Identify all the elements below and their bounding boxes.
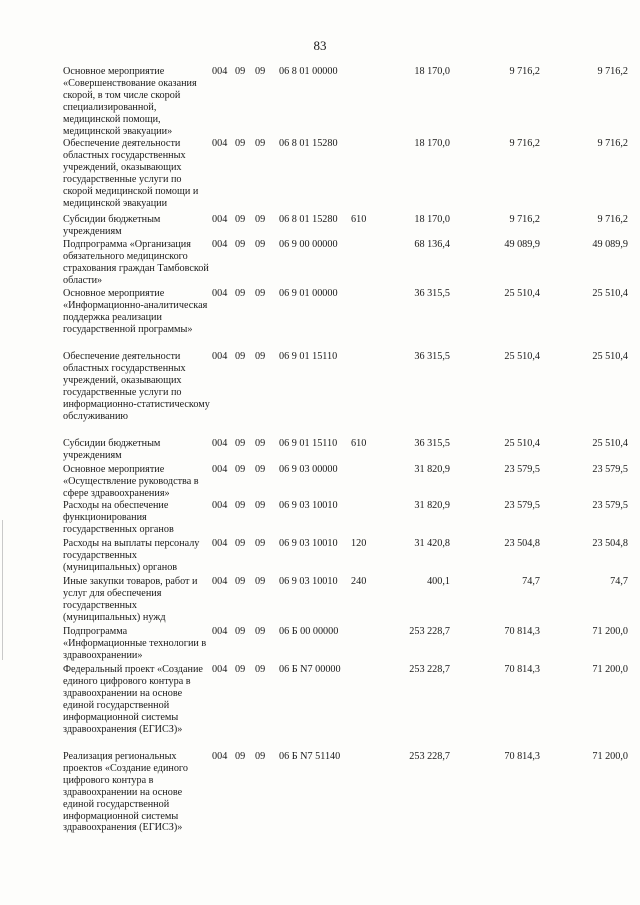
target-article-code: 06 8 01 15280 <box>279 214 338 225</box>
row-description: Иные закупки товаров, работ и услуг для обеспечения государственных (муниципальных) нужд <box>63 576 198 623</box>
subsection-code: 09 <box>255 239 266 250</box>
amount-year-1: 36 315,5 <box>414 288 450 299</box>
row-description: Основное мероприятие «Осуществление руководства в сфере здравоохранения» <box>63 464 199 499</box>
section-code: 09 <box>235 576 246 587</box>
amount-year-2: 9 716,2 <box>509 214 540 225</box>
ministry-code: 004 <box>212 576 228 587</box>
ministry-code: 004 <box>212 288 228 299</box>
subsection-code: 09 <box>255 438 266 449</box>
subsection-code: 09 <box>255 214 266 225</box>
section-code: 09 <box>235 66 246 77</box>
section-code: 09 <box>235 664 246 675</box>
ministry-code: 004 <box>212 538 228 549</box>
amount-year-1: 31 820,9 <box>414 464 450 475</box>
amount-year-1: 253 228,7 <box>409 664 450 675</box>
section-code: 09 <box>235 751 246 762</box>
section-code: 09 <box>235 438 246 449</box>
ministry-code: 004 <box>212 751 228 762</box>
amount-year-2: 25 510,4 <box>504 288 540 299</box>
amount-year-1: 18 170,0 <box>414 66 450 77</box>
expense-type-code: 240 <box>351 576 367 587</box>
amount-year-1: 253 228,7 <box>409 751 450 762</box>
target-article-code: 06 9 03 10010 <box>279 538 338 549</box>
section-code: 09 <box>235 538 246 549</box>
ministry-code: 004 <box>212 214 228 225</box>
ministry-code: 004 <box>212 626 228 637</box>
ministry-code: 004 <box>212 138 228 149</box>
page-number: 83 <box>313 38 327 53</box>
amount-year-1: 253 228,7 <box>409 626 450 637</box>
ministry-code: 004 <box>212 438 228 449</box>
subsection-code: 09 <box>255 464 266 475</box>
target-article-code: 06 8 01 00000 <box>279 66 338 77</box>
row-description: Подпрограмма «Организация обязательного медицинского страхования граждан Тамбовской области» <box>63 239 209 286</box>
table-row <box>0 664 640 736</box>
subsection-code: 09 <box>255 138 266 149</box>
row-description: Обеспечение деятельности областных государственных учреждений, оказывающих государственные услуги по информационно-статистическому обслуживанию <box>63 351 210 422</box>
target-article-code: 06 Б 00 00000 <box>279 626 339 637</box>
row-description: Субсидии бюджетным учреждениям <box>63 214 161 237</box>
amount-year-3: 9 716,2 <box>597 66 628 77</box>
amount-year-2: 23 579,5 <box>504 500 540 511</box>
amount-year-2: 70 814,3 <box>504 751 540 762</box>
row-description: Основное мероприятие «Совершенствование оказания скорой, в том числе скорой специализированной, медицинской помощи, медицинской эвакуации» <box>63 66 197 137</box>
target-article-code: 06 Б N7 00000 <box>279 664 341 675</box>
row-description: Федеральный проект «Создание единого цифрового контура в здравоохранении на основе единой государственной информационной системы здравоохранения (ЕГИСЗ)» <box>63 664 203 735</box>
subsection-code: 09 <box>255 751 266 762</box>
row-description: Расходы на обеспечение функционирования государственных органов <box>63 500 174 535</box>
amount-year-1: 31 420,8 <box>414 538 450 549</box>
amount-year-3: 23 504,8 <box>592 538 628 549</box>
amount-year-3: 71 200,0 <box>592 626 628 637</box>
table-row <box>0 66 640 138</box>
ministry-code: 004 <box>212 239 228 250</box>
amount-year-3: 23 579,5 <box>592 464 628 475</box>
amount-year-1: 36 315,5 <box>414 438 450 449</box>
row-description: Подпрограмма «Информационные технологии в здравоохранении» <box>63 626 207 661</box>
subsection-code: 09 <box>255 626 266 637</box>
section-code: 09 <box>235 464 246 475</box>
amount-year-2: 49 089,9 <box>504 239 540 250</box>
amount-year-3: 25 510,4 <box>592 288 628 299</box>
amount-year-1: 18 170,0 <box>414 138 450 149</box>
section-code: 09 <box>235 214 246 225</box>
amount-year-2: 74,7 <box>522 576 540 587</box>
target-article-code: 06 Б N7 51140 <box>279 751 341 762</box>
row-description: Основное мероприятие «Информационно-аналитическая поддержка реализации государственной программы» <box>63 288 208 335</box>
row-description: Расходы на выплаты персоналу государственных (муниципальных) органов <box>63 538 200 573</box>
expense-type-code: 120 <box>351 538 367 549</box>
section-code: 09 <box>235 626 246 637</box>
target-article-code: 06 9 01 15110 <box>279 351 338 362</box>
expense-type-code: 610 <box>351 214 367 225</box>
target-article-code: 06 9 00 00000 <box>279 239 338 250</box>
ministry-code: 004 <box>212 464 228 475</box>
amount-year-3: 25 510,4 <box>592 438 628 449</box>
amount-year-2: 9 716,2 <box>509 66 540 77</box>
section-code: 09 <box>235 500 246 511</box>
amount-year-2: 9 716,2 <box>509 138 540 149</box>
amount-year-1: 400,1 <box>427 576 450 587</box>
table-row <box>0 288 640 360</box>
table-row <box>0 138 640 210</box>
amount-year-2: 25 510,4 <box>504 438 540 449</box>
amount-year-2: 23 579,5 <box>504 464 540 475</box>
amount-year-2: 23 504,8 <box>504 538 540 549</box>
amount-year-2: 70 814,3 <box>504 664 540 675</box>
subsection-code: 09 <box>255 351 266 362</box>
section-code: 09 <box>235 138 246 149</box>
subsection-code: 09 <box>255 538 266 549</box>
amount-year-3: 9 716,2 <box>597 138 628 149</box>
subsection-code: 09 <box>255 288 266 299</box>
amount-year-2: 70 814,3 <box>504 626 540 637</box>
amount-year-1: 31 820,9 <box>414 500 450 511</box>
section-code: 09 <box>235 351 246 362</box>
subsection-code: 09 <box>255 66 266 77</box>
ministry-code: 004 <box>212 664 228 675</box>
amount-year-3: 25 510,4 <box>592 351 628 362</box>
subsection-code: 09 <box>255 664 266 675</box>
ministry-code: 004 <box>212 66 228 77</box>
amount-year-3: 74,7 <box>610 576 628 587</box>
table-row <box>0 351 640 423</box>
amount-year-3: 9 716,2 <box>597 214 628 225</box>
amount-year-3: 23 579,5 <box>592 500 628 511</box>
subsection-code: 09 <box>255 500 266 511</box>
amount-year-3: 71 200,0 <box>592 751 628 762</box>
target-article-code: 06 9 03 00000 <box>279 464 338 475</box>
table-row <box>0 751 640 834</box>
expense-type-code: 610 <box>351 438 367 449</box>
ministry-code: 004 <box>212 351 228 362</box>
ministry-code: 004 <box>212 500 228 511</box>
amount-year-1: 18 170,0 <box>414 214 450 225</box>
amount-year-3: 49 089,9 <box>592 239 628 250</box>
amount-year-1: 36 315,5 <box>414 351 450 362</box>
subsection-code: 09 <box>255 576 266 587</box>
section-code: 09 <box>235 239 246 250</box>
target-article-code: 06 9 03 10010 <box>279 500 338 511</box>
row-description: Реализация региональных проектов «Создание единого цифрового контура в здравоохранении на основе единой государственной информационной системы здравоохранения (ЕГИСЗ)» <box>63 751 188 834</box>
target-article-code: 06 9 01 15110 <box>279 438 338 449</box>
section-code: 09 <box>235 288 246 299</box>
row-description: Субсидии бюджетным учреждениям <box>63 438 161 461</box>
amount-year-2: 25 510,4 <box>504 351 540 362</box>
target-article-code: 06 8 01 15280 <box>279 138 338 149</box>
amount-year-1: 68 136,4 <box>414 239 450 250</box>
target-article-code: 06 9 01 00000 <box>279 288 338 299</box>
row-description: Обеспечение деятельности областных государственных учреждений, оказывающих государственные услуги по скорой медицинской помощи и медицинской эвакуации <box>63 138 199 209</box>
amount-year-3: 71 200,0 <box>592 664 628 675</box>
target-article-code: 06 9 03 10010 <box>279 576 338 587</box>
